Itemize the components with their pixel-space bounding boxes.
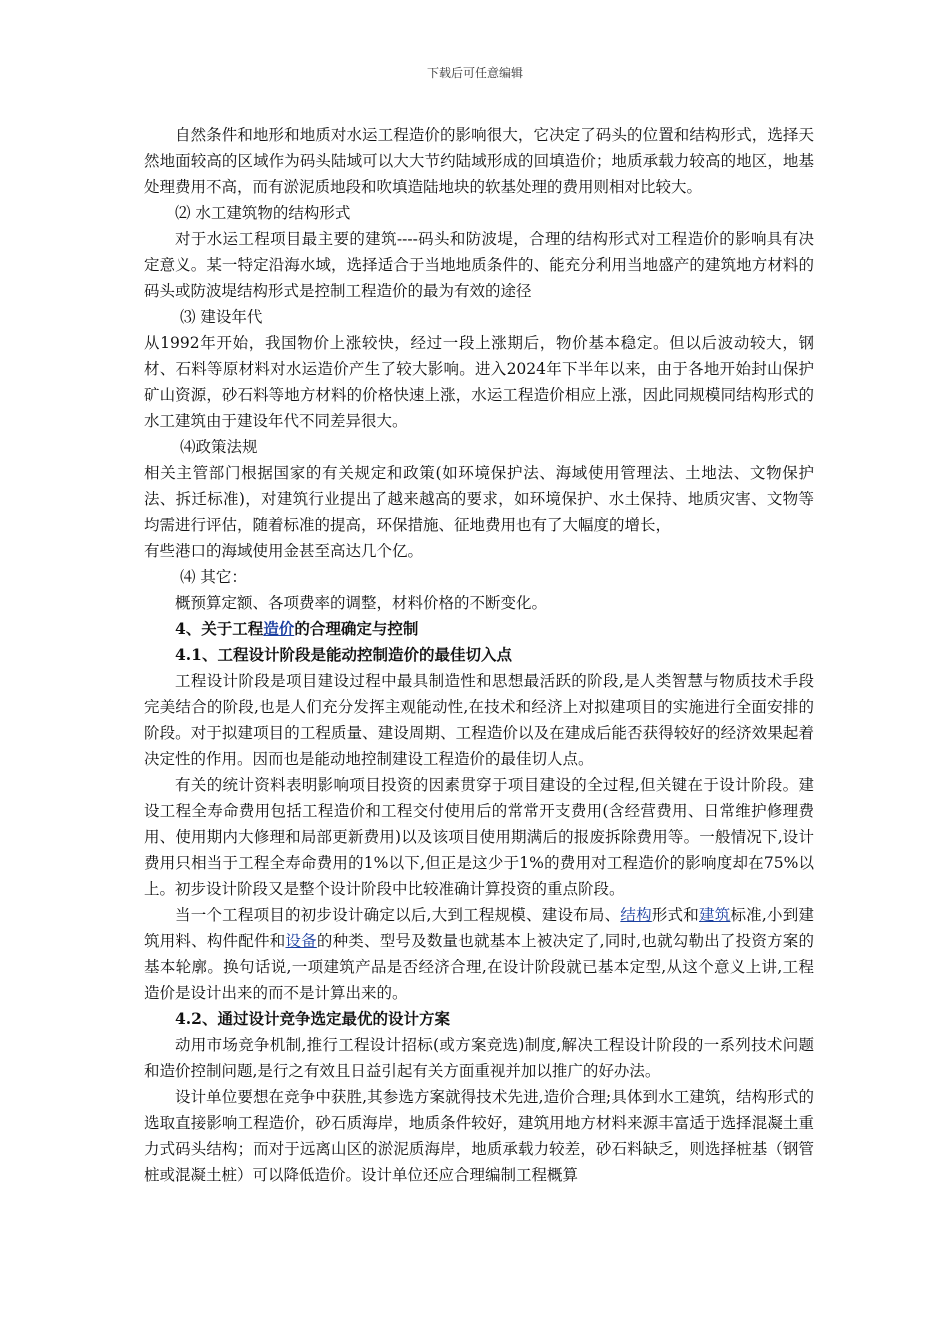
paragraph: 从1992年开始，我国物价上涨较快，经过一段上涨期后，物价基本稳定。但以后波动较大，钢材、石料等原材料对水运造价产生了较大影响。进入2024年下半年以来，由于各地开始封山保护矿山资源，砂石料等地方材料的价格快速上涨，水运工程造价相应上涨，因此同规模同结构形式的水工建筑由于建设年代不同差异很大。: [144, 334, 814, 430]
building-link[interactable]: 建筑: [698, 906, 731, 924]
section-heading: 4.2、通过设计竞争选定最优的设计方案: [175, 1009, 450, 1028]
text-run: 标准,小到建筑用料、构件配件和: [144, 906, 814, 950]
cost-link[interactable]: 造价: [263, 619, 295, 638]
document-body: [144, 122, 814, 1188]
subheading: ⑷ 其它：: [180, 568, 247, 586]
section-heading: 4.1、工程设计阶段是能动控制造价的最佳切入点: [175, 645, 512, 664]
paragraph: 设计单位要想在竞争中获胜,其参选方案就得技术先进,造价合理;具体到水工建筑，结构形式的选取直接影响工程造价，砂石质海岸，地质条件较好，建筑用地方材料来源丰富适于选择混凝土重力式码头结构；而对于远离山区的淤泥质海岸，地质承载力较差，砂石料缺乏，则选择桩基（钢管桩或混凝土桩）可以降低造价。设计单位还应合理编制工程概算: [144, 1088, 814, 1184]
paragraph: 动用市场竞争机制,推行工程设计招标(或方案竞选)制度,解决工程设计阶段的一系列技术问题和造价控制问题,是行之有效且日益引起有关方面重视并加以推广的好办法。: [144, 1036, 814, 1080]
subheading: ⑵ 水工建筑物的结构形式: [175, 204, 351, 222]
heading-text: 的合理确定与控制: [294, 619, 419, 638]
structure-link[interactable]: 结构: [620, 906, 652, 924]
subheading: ⑶ 建设年代: [180, 308, 263, 326]
section-heading: [144, 616, 814, 642]
paragraph: 对于水运工程项目最主要的建筑----码头和防波堤，合理的结构形式对工程造价的影响具有决定意义。某一特定沿海水域，选择适合于当地地质条件的、能充分利用当地盛产的建筑地方材料的码头或防波堤结构形式是控制工程造价的最为有效的途径: [144, 230, 814, 300]
heading-text: 4、关于工程: [175, 619, 264, 638]
paragraph: 自然条件和地形和地质对水运工程造价的影响很大，它决定了码头的位置和结构形式，选择天然地面较高的区域作为码头陆域可以大大节约陆域形成的回填造价；地质承载力较高的地区，地基处理费用不高，而有淤泥质地段和吹填造陆地块的软基处理的费用则相对比较大。: [144, 126, 814, 196]
paragraph: 有关的统计资料表明影响项目投资的因素贯穿于项目建设的全过程,但关键在于设计阶段。建设工程全寿命费用包括工程造价和工程交付使用后的常常开支费用(含经营费用、日常维护修理费用、使用期内大修理和局部更新费用)以及该项目使用期满后的报废拆除费用等。一般情况下,设计费用只相当于工程全寿命费用的1%以下,但正是这少于1%的费用对工程造价的影响度却在75%以上。初步设计阶段又是整个设计阶段中比较准确计算投资的重点阶段。: [144, 776, 814, 898]
paragraph: 工程设计阶段是项目建设过程中最具制造性和思想最活跃的阶段,是人类智慧与物质技术手段完美结合的阶段,也是人们充分发挥主观能动性,在技术和经济上对拟建项目的实施进行全面安排的阶段。对于拟建项目的工程质量、建设周期、工程造价以及在建成后能否获得较好的经济效果起着决定性的作用。因而也是能动地控制建设工程造价的最佳切人点。: [144, 672, 814, 768]
paragraph: [144, 902, 814, 1006]
subheading: ⑷政策法规: [180, 438, 258, 456]
equipment-link[interactable]: 设备: [285, 932, 317, 950]
text-run: 的种类、型号及数量也就基本上被决定了,同时,也就勾勒出了投资方案的基本轮廓。换句话说,一项建筑产品是否经济合理,在设计阶段就已基本定型,从这个意义上讲,工程造价是设计出来的而不是计算出来的。: [144, 932, 814, 1002]
text-run: 形式和: [651, 906, 699, 924]
paragraph: 概预算定额、各项费率的调整，材料价格的不断变化。: [175, 594, 548, 612]
text-run: 当一个工程项目的初步设计确定以后,大到工程规模、建设布局、: [175, 906, 621, 924]
paragraph: 有些港口的海域使用金甚至高达几个亿。: [144, 542, 424, 560]
paragraph: 相关主管部门根据国家的有关规定和政策(如环境保护法、海域使用管理法、土地法、文物保护法、拆迁标准)，对建筑行业提出了越来越高的要求，如环境保护、水土保持、地质灾害、文物等均需进行评估，随着标准的提高，环保措施、征地费用也有了大幅度的增长，: [144, 464, 814, 534]
page-header: 下载后可任意编辑: [426, 66, 523, 80]
